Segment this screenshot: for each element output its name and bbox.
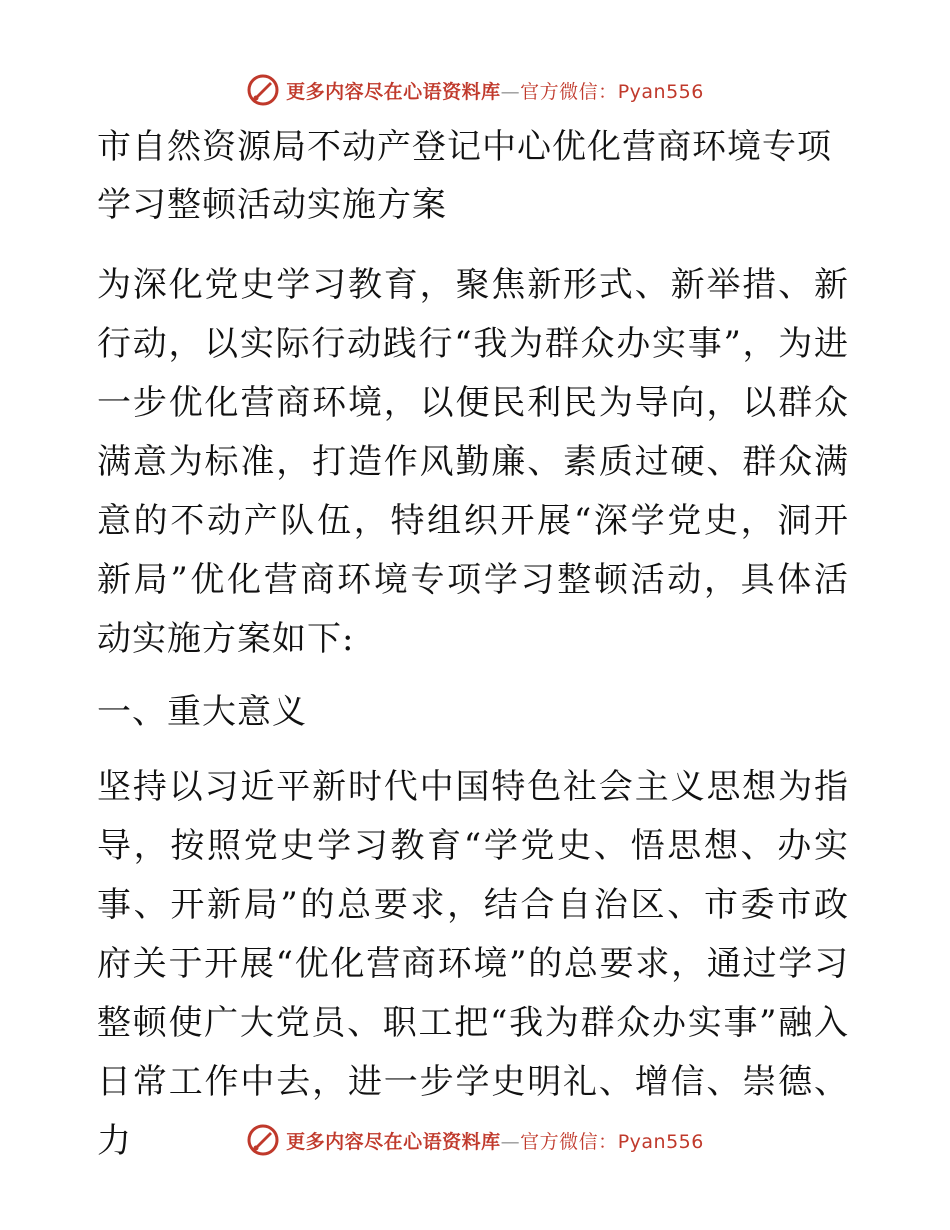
watermark-separator: — <box>500 1130 521 1153</box>
watermark-text <box>286 1127 704 1154</box>
section-heading: 一、重大意义 <box>97 692 307 732</box>
watermark-separator: — <box>500 80 521 103</box>
watermark-account: Pyan556 <box>617 80 704 103</box>
document-title: 市自然资源局不动产登记中心优化营商环境专项学习整顿活动实施方案 <box>97 127 832 225</box>
section-body-paragraph: 坚持以习近平新时代中国特色社会主义思想为指导，按照党史学习教育“学党史、悟思想、办实事、开新局”的总要求，结合自治区、市委市政府关于开展“优化营商环境”的总要求，通过学习整顿使广大党员、职工把“我为群众办实事”融入日常工作中去，进一步学史明礼、增信、崇德、力 <box>97 767 849 1161</box>
footer-watermark <box>0 1122 950 1158</box>
quill-logo-icon <box>246 1123 280 1157</box>
watermark-text <box>286 77 704 104</box>
intro-paragraph: 为深化党史学习教育，聚焦新形式、新举措、新行动，以实际行动践行“我为群众办实事”，为进一步优化营商环境，以便民利民为导向，以群众满意为标准，打造作风勤廉、素质过硬、群众满意的不动产队伍，特组织开展“深学党史，洞开新局”优化营商环境专项学习整顿活动，具体活动实施方案如下: <box>97 265 849 659</box>
watermark-brand: 更多内容尽在心语资料库 <box>286 80 501 103</box>
watermark-official: 官方微信： <box>520 1130 618 1153</box>
header-watermark <box>0 72 950 108</box>
quill-logo-icon <box>246 73 280 107</box>
document-body <box>97 118 849 1171</box>
watermark-official: 官方微信： <box>520 80 618 103</box>
watermark-brand: 更多内容尽在心语资料库 <box>286 1130 501 1153</box>
watermark-account: Pyan556 <box>617 1130 704 1153</box>
